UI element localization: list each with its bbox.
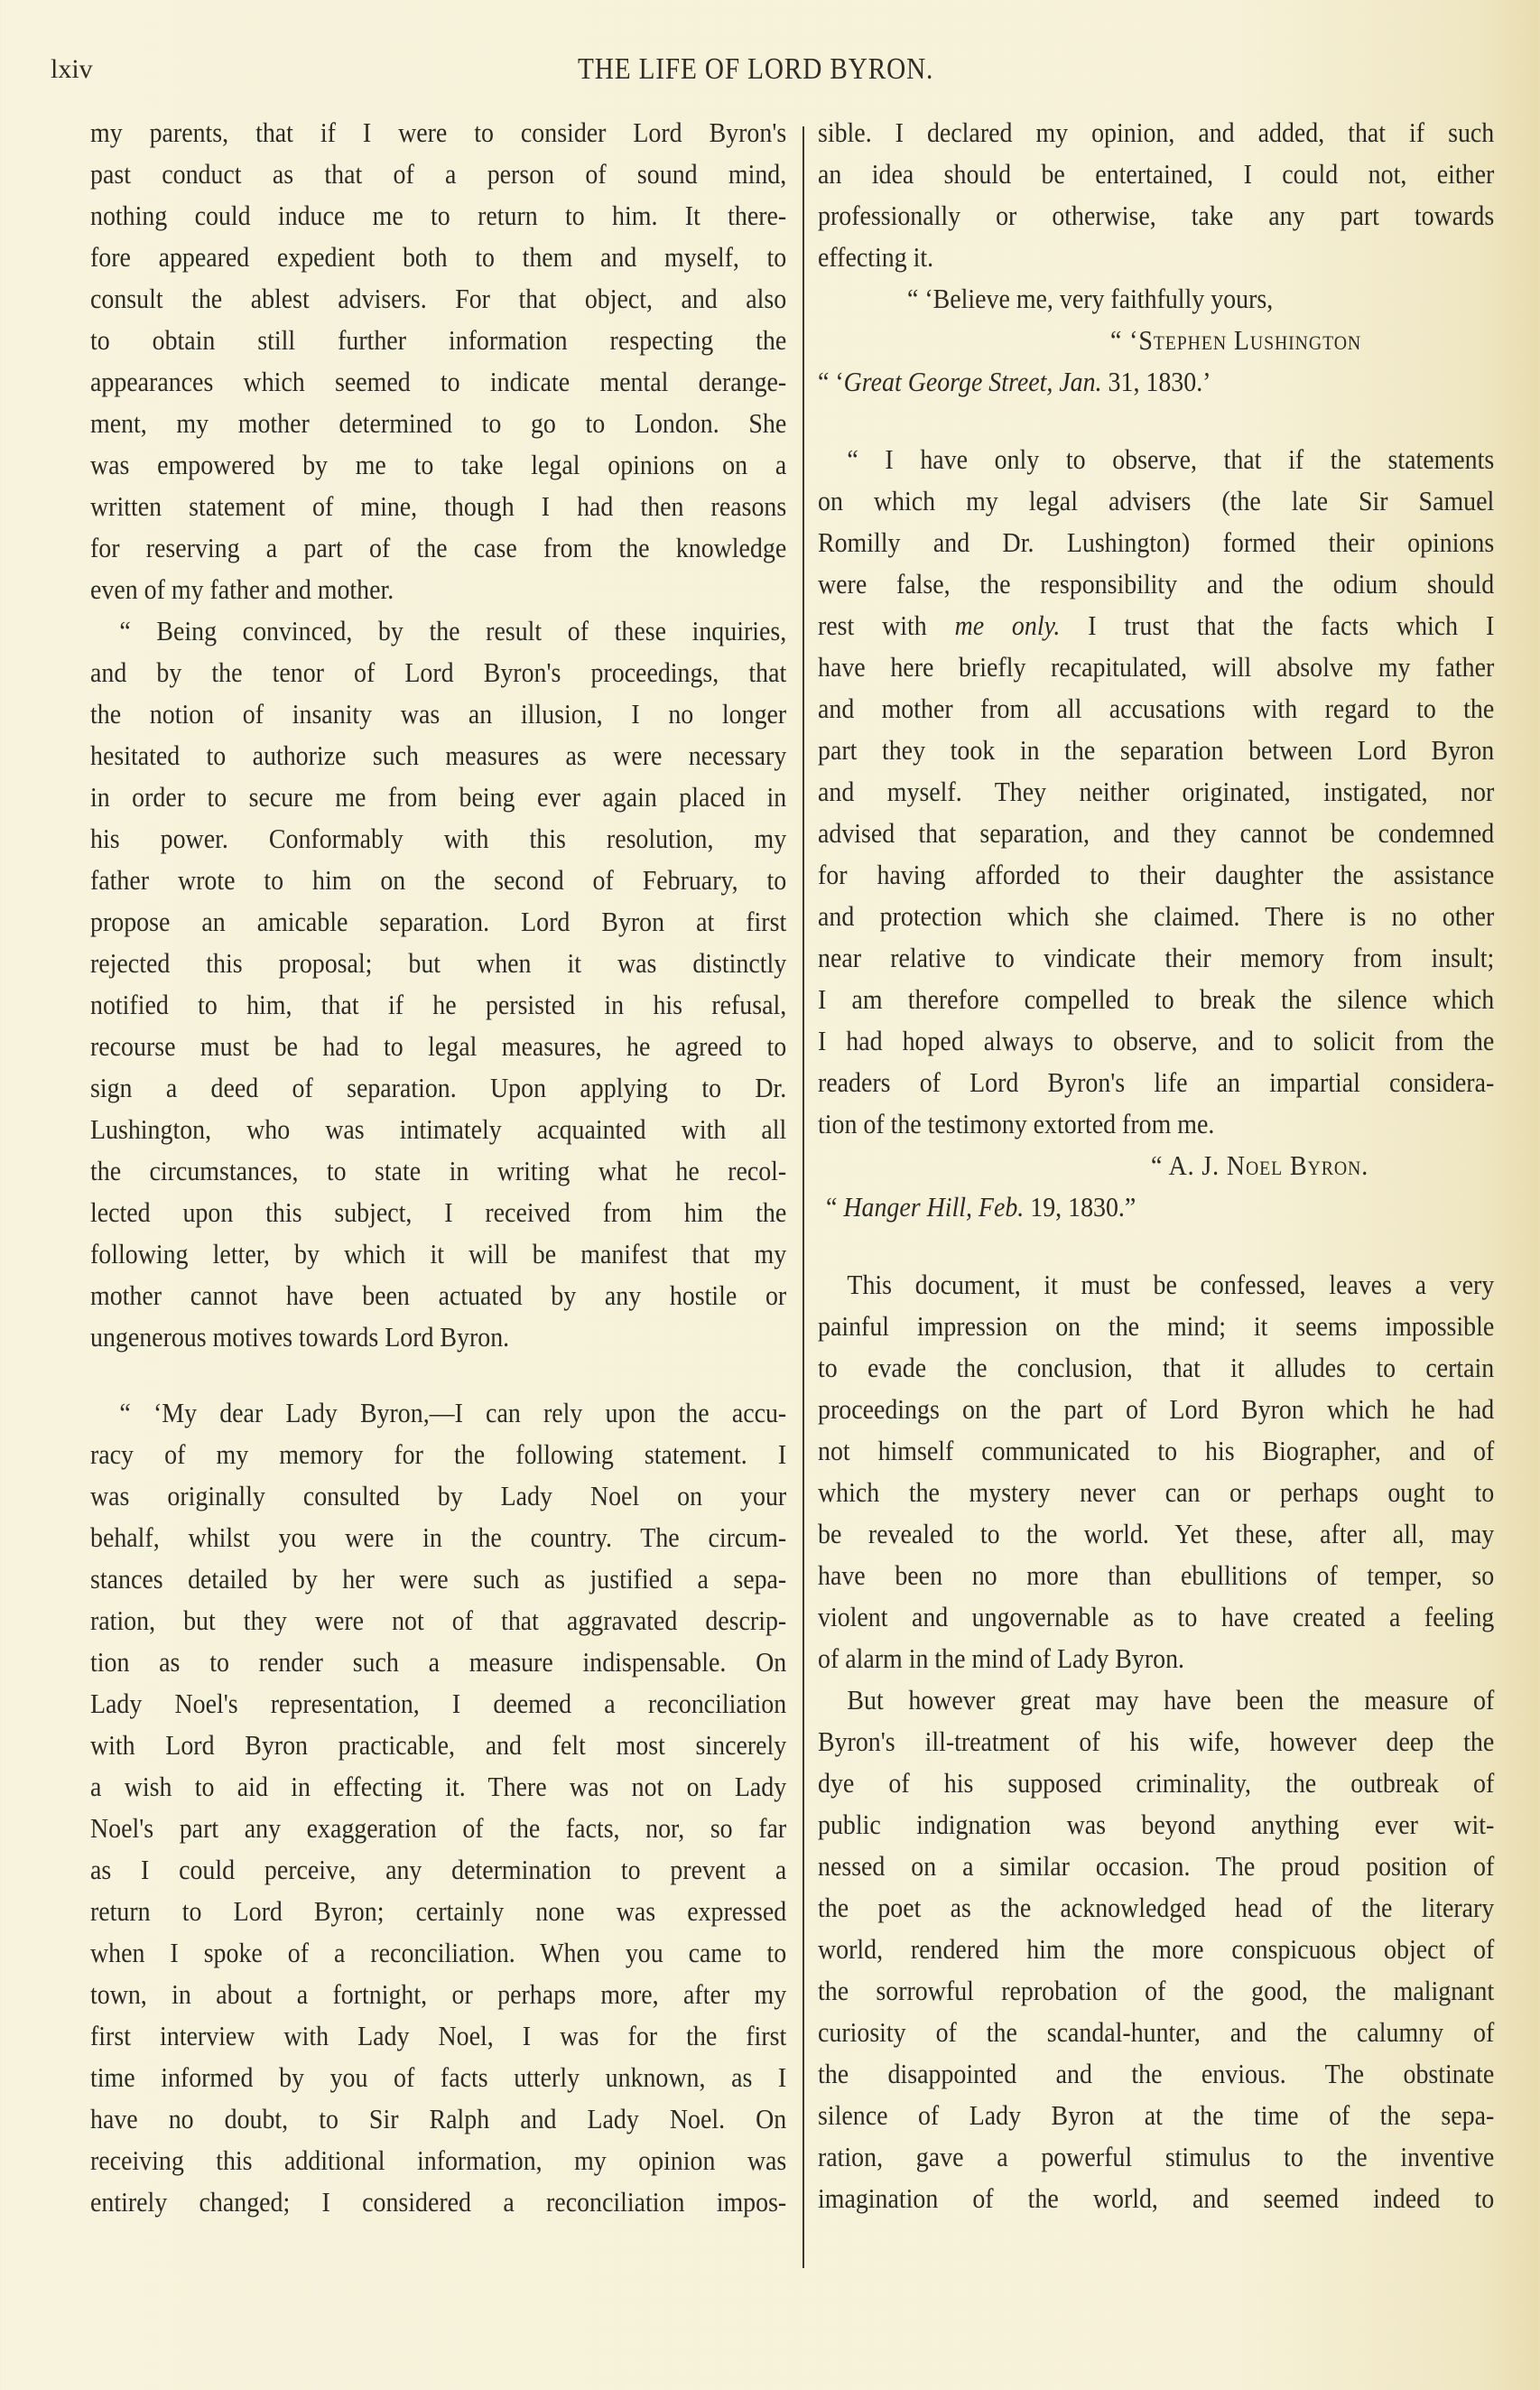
text-line: have been no more than ebullitions of temper, so xyxy=(818,1559,1495,1591)
text-line: near relative to vindicate their memory from insult; xyxy=(818,942,1495,973)
text-line: a wish to aid in effecting it. There was not on Lady xyxy=(90,1771,787,1802)
letter-dateline xyxy=(818,1186,1502,1228)
text-line: for having afforded to their daughter the assistance xyxy=(818,859,1495,890)
text-line: in order to secure me from being ever again placed in xyxy=(90,781,787,813)
text-line: to evade the conclusion, that it alludes to certain xyxy=(818,1352,1495,1383)
text-line: professionally or otherwise, take any part towards xyxy=(818,200,1495,231)
text-line: even of my father and mother. xyxy=(90,573,394,605)
text-line: and myself. They neither originated, instigated, nor xyxy=(818,776,1495,807)
text-line: past conduct as that of a person of sound mind, xyxy=(90,158,787,190)
text-line: nothing could induce me to return to him. It there- xyxy=(90,200,787,231)
text-line: sible. I declared my opinion, and added, that if such xyxy=(818,116,1495,148)
italic-emphasis: me only. xyxy=(954,609,1061,641)
text-line: town, in about a fortnight, or perhaps more, after my xyxy=(90,1978,787,2010)
text-line: consult the ablest advisers. For that object, and also xyxy=(90,283,787,314)
text-line: which the mystery never can or perhaps ought to xyxy=(818,1476,1495,1508)
letter-dateline xyxy=(818,361,1494,403)
text-line: ration, but they were not of that aggravated descrip- xyxy=(90,1604,787,1636)
running-title: THE LIFE OF LORD BYRON. xyxy=(578,52,934,86)
date-text: 31, 1830.’ xyxy=(1101,366,1211,397)
text-line: rejected this proposal; but when it was distinctly xyxy=(90,947,787,979)
text-line: receiving this additional information, my opinion was xyxy=(90,2144,787,2176)
text-line: ment, my mother determined to go to London. She xyxy=(90,407,787,439)
text-span: rest with xyxy=(818,609,955,641)
italic-place: Great George Street, Jan. xyxy=(843,366,1102,397)
text-line: for reserving a part of the case from the knowledge xyxy=(90,532,787,563)
text-line: lected upon this subject, I received from him the xyxy=(90,1196,787,1228)
text-line: nessed on a similar occasion. The proud position of xyxy=(818,1850,1495,1882)
text-line: painful impression on the mind; it seems impossible xyxy=(818,1310,1495,1342)
text-line: and by the tenor of Lord Byron's proceedings, that xyxy=(90,656,787,688)
running-head xyxy=(0,47,1540,92)
text-line: the notion of insanity was an illusion, I no longer xyxy=(90,698,787,730)
text-span: I trust that the facts which I xyxy=(1060,609,1495,641)
text-line: readers of Lord Byron's life an impartial considera- xyxy=(818,1066,1495,1098)
text-line: was empowered by me to take legal opinions on a xyxy=(90,449,787,480)
text-line: Lushington, who was intimately acquainted with all xyxy=(90,1113,787,1145)
text-line: mother cannot have been actuated by any hostile or xyxy=(90,1279,787,1311)
text-line: propose an amicable separation. Lord Byron at first xyxy=(90,906,787,937)
text-line: with Lord Byron practicable, and felt most sincerely xyxy=(90,1729,787,1761)
text-line: appearances which seemed to indicate mental derange- xyxy=(90,366,787,397)
text-line: imagination of the world, and seemed indeed to xyxy=(818,2182,1495,2214)
text-line: the disappointed and the envious. The obstinate xyxy=(818,2058,1495,2089)
text-line: effecting it. xyxy=(818,241,934,273)
text-line: Lady Noel's representation, I deemed a reconciliation xyxy=(90,1688,787,1719)
text-line: the poet as the acknowledged head of the literary xyxy=(818,1892,1495,1923)
italic-place: Hanger Hill, Feb. xyxy=(843,1191,1025,1223)
text-line: “ ‘My dear Lady Byron,—I can rely upon the accu- xyxy=(119,1397,787,1428)
text-line: part they took in the separation between Lord Byron xyxy=(818,734,1495,766)
text-line: ungenerous motives towards Lord Byron. xyxy=(90,1321,510,1353)
text-line: I had hoped always to observe, and to solicit from the xyxy=(818,1025,1495,1056)
quote-mark: “ ‘ xyxy=(818,366,844,397)
text-line: to obtain still further information respecting the xyxy=(90,324,787,356)
text-line: not himself communicated to his Biographer, and of xyxy=(818,1435,1495,1466)
text-line: fore appeared expedient both to them and myself, to xyxy=(90,241,787,273)
text-line: and protection which she claimed. There is no other xyxy=(818,900,1495,932)
text-line: an idea should be entertained, I could not, either xyxy=(818,158,1495,190)
text-line: behalf, whilst you were in the country. The circum- xyxy=(90,1521,787,1553)
letter-signature: “ ‘Stephen Lushington xyxy=(1110,324,1362,356)
text-line: and mother from all accusations with regard to the xyxy=(818,693,1495,724)
text-line: written statement of mine, though I had then reasons xyxy=(90,490,787,522)
text-line: was originally consulted by Lady Noel on your xyxy=(90,1480,787,1511)
text-line: as I could perceive, any determination to prevent a xyxy=(90,1854,787,1885)
text-line: tion of the testimony extorted from me. xyxy=(818,1108,1215,1139)
page-number: lxiv xyxy=(51,54,93,84)
text-line xyxy=(818,605,1494,646)
text-line: hesitated to authorize such measures as were necessary xyxy=(90,739,787,771)
text-line: entirely changed; I considered a reconciliation impos- xyxy=(90,2186,787,2218)
text-line: public indignation was beyond anything ever wit- xyxy=(818,1809,1495,1840)
text-line: Byron's ill-treatment of his wife, however deep the xyxy=(818,1725,1495,1757)
text-line: “ I have only to observe, that if the statements xyxy=(847,443,1495,475)
text-line: silence of Lady Byron at the time of the sepa- xyxy=(818,2099,1495,2131)
text-line: be revealed to the world. Yet these, after all, may xyxy=(818,1518,1495,1549)
text-line: I am therefore compelled to break the silence which xyxy=(818,983,1495,1015)
text-line: advised that separation, and they cannot be condemned xyxy=(818,817,1495,849)
text-line: world, rendered him the more conspicuous object of xyxy=(818,1933,1495,1965)
text-line: But however great may have been the measure of xyxy=(847,1684,1495,1716)
text-line: following letter, by which it will be manifest that my xyxy=(90,1238,787,1269)
text-line: have no doubt, to Sir Ralph and Lady Noel. On xyxy=(90,2103,787,2134)
text-line: sign a deed of separation. Upon applying to Dr. xyxy=(90,1072,787,1103)
letter-signature: “ A. J. Noel Byron. xyxy=(1151,1149,1369,1181)
text-line: time informed by you of facts utterly unknown, as I xyxy=(90,2061,787,2093)
text-line: were false, the responsibility and the odium should xyxy=(818,568,1495,600)
text-line: return to Lord Byron; certainly none was expressed xyxy=(90,1895,787,1927)
text-line: first interview with Lady Noel, I was for the first xyxy=(90,2020,787,2051)
text-line: This document, it must be confessed, leaves a very xyxy=(847,1269,1495,1300)
text-line: Romilly and Dr. Lushington) formed their opinions xyxy=(818,526,1495,558)
text-line: on which my legal advisers (the late Sir Samuel xyxy=(818,485,1495,516)
text-line: the circumstances, to state in writing what he recol- xyxy=(90,1155,787,1186)
text-line: proceedings on the part of Lord Byron which he had xyxy=(818,1393,1495,1425)
letter-closing: “ ‘Believe me, very faithfully yours, xyxy=(907,283,1274,314)
text-line: of alarm in the mind of Lady Byron. xyxy=(818,1642,1185,1674)
text-line: “ Being convinced, by the result of these inquiries, xyxy=(119,615,787,646)
date-text: 19, 1830.” xyxy=(1024,1191,1136,1223)
text-line: have here briefly recapitulated, will absolve my father xyxy=(818,651,1495,683)
text-line: racy of my memory for the following statement. I xyxy=(90,1438,787,1470)
text-line: stances detailed by her were such as justified a sepa- xyxy=(90,1563,787,1595)
text-line: the sorrowful reprobation of the good, the malignant xyxy=(818,1975,1495,2006)
text-line: father wrote to him on the second of February, to xyxy=(90,864,787,896)
column-divider xyxy=(802,126,804,2268)
text-line: his power. Conformably with this resolution, my xyxy=(90,823,787,854)
text-line: my parents, that if I were to consider Lord Byron's xyxy=(90,116,787,148)
text-line: Noel's part any exaggeration of the facts, nor, so far xyxy=(90,1812,787,1844)
text-line: violent and ungovernable as to have created a feeling xyxy=(818,1601,1495,1632)
quote-mark: “ xyxy=(826,1191,844,1223)
text-line: when I spoke of a reconciliation. When you came to xyxy=(90,1937,787,1968)
text-line: dye of his supposed criminality, the outbreak of xyxy=(818,1767,1495,1799)
text-line: ration, gave a powerful stimulus to the inventive xyxy=(818,2141,1495,2172)
text-line: tion as to render such a measure indispensable. On xyxy=(90,1646,787,1678)
text-line: recourse must be had to legal measures, he agreed to xyxy=(90,1030,787,1062)
text-line: notified to him, that if he persisted in his refusal, xyxy=(90,989,787,1020)
text-line: curiosity of the scandal-hunter, and the calumny of xyxy=(818,2016,1495,2048)
